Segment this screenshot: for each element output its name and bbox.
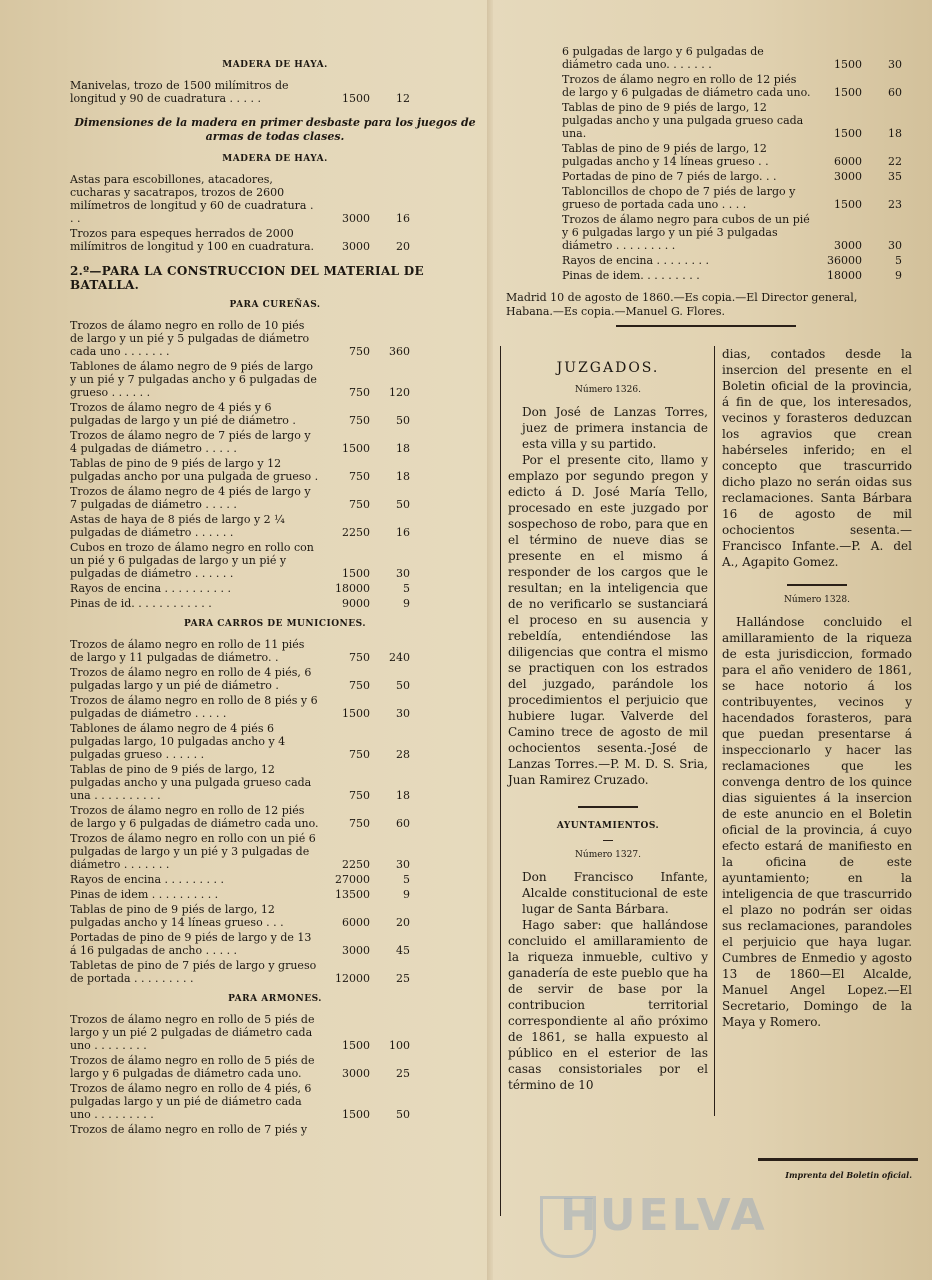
- item-quantity: 750: [349, 679, 370, 692]
- item-price: 35: [888, 170, 902, 183]
- table-row: [70, 803, 410, 831]
- watermark-text: HUELVA: [560, 1190, 768, 1241]
- item-description: Tablas de pino de 9 piés de largo, 12 pulgadas ancho y 14 líneas grueso . .: [562, 142, 769, 168]
- ayuntamientos-body: Hago saber: que hallándose concluido el amillaramiento de la riqueza inmueble, cultivo y ganadería de este pueblo que ha de servir de base por la contribucion territorial correspondiente al año próximo de 1861, se halla expuesto al público en el esterior de las casas consistoriales por el término de 10: [508, 918, 708, 1092]
- item-price: 12: [396, 92, 410, 105]
- item-description: Trozos para espeques herrados de 2000 milímitros de longitud y 100 en cuadratura.: [70, 227, 315, 253]
- item-price: 18: [396, 470, 410, 483]
- item-price: 50: [396, 1108, 410, 1121]
- table-row: [562, 169, 902, 184]
- item-quantity: 1500: [342, 707, 370, 720]
- item-price: 360: [389, 345, 410, 358]
- table-row: [70, 721, 410, 762]
- item-quantity: 3000: [342, 240, 370, 253]
- item-price: 9: [895, 269, 902, 282]
- ayuntamientos-rule: [603, 840, 613, 841]
- right-top-table: [562, 44, 902, 283]
- item-description: Tablas de pino de 9 piés de largo, 12 pulgadas ancho y una pulgada grueso cada una . . . . . . . . . .: [70, 763, 312, 802]
- item-price: 22: [888, 155, 902, 168]
- table-row: [70, 318, 410, 359]
- column-divider-mid: [714, 346, 715, 1116]
- table-row: [70, 226, 410, 254]
- item-description: Trozos de álamo negro de 7 piés de largo y 4 pulgadas de diámetro . . . . .: [70, 429, 311, 455]
- ayuntamientos-intro: Don Francisco Infante, Alcalde constitucional de este lugar de Santa Bárbara.: [522, 870, 708, 916]
- item-quantity: 6000: [342, 916, 370, 929]
- ayuntamientos-continuation: dias, contados desde la insercion del presente en el Boletin oficial de la provincia, á fin de que, los interesados, vecinos y forasteros deduzcan los agravios que crean habérseles inferido; en el concepto que trascurrido dicho plazo no serán oidas sus reclamaciones. Santa Bárbara 16 de agosto de mil ochocientos sesenta.—Francisco Infante.—P. A. del A., Agapito Gomez.: [722, 347, 912, 569]
- item-description: Tablones de álamo negro de 4 piés 6 pulgadas largo, 10 pulgadas ancho y 4 pulgadas grueso . . . . . .: [70, 722, 286, 761]
- item-description: Trozos de álamo negro en rollo de 10 piés de largo y un pié y 5 pulgadas de diámetro cada uno . . . . . . .: [70, 319, 310, 358]
- item-price: [370, 1122, 410, 1137]
- item-quantity: 1500: [834, 198, 862, 211]
- table-row: [562, 268, 902, 283]
- madera-haya-table-1: [70, 78, 410, 106]
- item-description: Pinas de idem. . . . . . . . .: [562, 269, 700, 282]
- table-row: [70, 428, 410, 456]
- item-description: Trozos de álamo negro en rollo de 5 piés de largo y 6 pulgadas de diámetro cada uno.: [70, 1054, 315, 1080]
- table-row: [70, 400, 410, 428]
- material-batalla-heading: 2.º—PARA LA CONSTRUCCION DEL MATERIAL DE BATALLA.: [70, 264, 424, 292]
- item-description: Trozos de álamo negro de 4 piés y 6 pulgadas de largo y un pié de diámetro .: [70, 401, 296, 427]
- madera-haya-table-2: [70, 172, 410, 254]
- item-price: 18: [888, 127, 902, 140]
- item-description: Portadas de pino de 7 piés de largo. . .: [562, 170, 777, 183]
- table-row: [70, 512, 410, 540]
- item-quantity: 1500: [834, 58, 862, 71]
- right-top-column: [506, 44, 906, 333]
- item-description: 6 pulgadas de largo y 6 pulgadas de diámetro cada uno. . . . . . .: [562, 45, 764, 71]
- page-fold: [487, 0, 493, 1280]
- table-row: [70, 78, 410, 106]
- item-description: Portadas de pino de 9 piés de largo y de 13 á 16 pulgadas de ancho . . . . .: [70, 931, 312, 957]
- item-description: Tabloncillos de chopo de 7 piés de largo y grueso de portada cada uno . . . .: [562, 185, 796, 211]
- curenas-table: [70, 318, 410, 611]
- table-row: [70, 902, 410, 930]
- item-description: Rayos de encina . . . . . . . .: [562, 254, 709, 267]
- item-quantity: [320, 1122, 370, 1137]
- item-quantity: 3000: [834, 239, 862, 252]
- item-price: 9: [403, 888, 410, 901]
- table-row: [70, 456, 410, 484]
- item-price: 240: [389, 651, 410, 664]
- table-row: [70, 958, 410, 986]
- item-quantity: 1500: [342, 1039, 370, 1052]
- table-row: [562, 100, 902, 141]
- item-description: Trozos de álamo negro en rollo de 8 piés y 6 pulgadas de diámetro . . . . .: [70, 694, 318, 720]
- item-price: 50: [396, 679, 410, 692]
- armones-table: [70, 1012, 410, 1137]
- column-divider-left: [500, 346, 501, 1216]
- item-description: Pinas de id. . . . . . . . . . . .: [70, 597, 212, 610]
- item-price: 50: [396, 414, 410, 427]
- lower-col-1: [508, 346, 708, 1093]
- item-quantity: 750: [349, 817, 370, 830]
- item-price: 5: [895, 254, 902, 267]
- table-row: [562, 141, 902, 169]
- item-quantity: 750: [349, 651, 370, 664]
- item-description: Trozos de álamo negro en rollo de 4 piés, 6 pulgadas largo y un pié de diámetro .: [70, 666, 312, 692]
- armones-heading: PARA ARMONES.: [228, 994, 322, 1004]
- table-row: [70, 1081, 410, 1122]
- table-row: [562, 44, 902, 72]
- item-description: Trozos de álamo negro en rollo de 4 piés, 6 pulgadas largo y un pié de diámetro cada uno . . . . . . . . .: [70, 1082, 312, 1121]
- table-row: [562, 72, 902, 100]
- item-description: Trozos de álamo negro en rollo con un pié 6 pulgadas de largo y un pié y 3 pulgadas de diámetro . . . . . . .: [70, 832, 316, 871]
- lower-col-2: [722, 346, 912, 1030]
- table-row: [562, 212, 902, 253]
- item-quantity: 1500: [342, 567, 370, 580]
- item-description: Tablas de pino de 9 piés de largo, 12 pulgadas ancho y una pulgada grueso cada una.: [562, 101, 804, 140]
- table-row: [70, 872, 410, 887]
- numero-1328: Número 1328.: [784, 595, 850, 605]
- item-price: 120: [389, 386, 410, 399]
- item-description: Trozos de álamo negro de 4 piés de largo y 7 pulgadas de diámetro . . . . .: [70, 485, 311, 511]
- item-quantity: 3000: [342, 1067, 370, 1080]
- table-row: [70, 172, 410, 226]
- item-price: 9: [403, 597, 410, 610]
- juzgados-title: JUZGADOS.: [556, 360, 660, 376]
- table-row: [70, 540, 410, 581]
- table-row: [70, 887, 410, 902]
- madera-haya-heading-2: MADERA DE HAYA.: [222, 154, 328, 164]
- item-quantity: 13500: [335, 888, 370, 901]
- table-row: [70, 359, 410, 400]
- numero-1328-body: Hallándose concluido el amillaramiento de la riqueza de esta jurisdiccion, formado para el año venidero de 1861, se hace notorio á los contribuyentes, vecinos y hacendados forasteros, para que puedan presentarse á inspeccionarlo y hacer las reclamaciones que les convenga dentro de los quince dias siguientes á la insercion de este anuncio en el Boletin oficial de la provincia, á cuyo efecto estará de manifiesto en la oficina de este ayuntamiento; en la inteligencia de que trascurrido el plazo no podrán ser oidas sus reclamaciones, parandoles el perjuicio que haya lugar. Cumbres de Enmedio y agosto 13 de 1860—El Alcalde, Manuel Angel Lopez.—El Secretario, Domingo de la Maya y Romero.: [722, 615, 912, 1029]
- item-quantity: 750: [349, 414, 370, 427]
- juzgados-body: Por el presente cito, llamo y emplazo por segundo pregon y edicto á D. José María Tello, procesado en este juzgado por sospechoso de robo, para que en el término de nueve dias se presente en el mismo á responder de los cargos que le resultan; en la inteligencia que de no verificarlo se sustanciará el proceso en su ausencia y rebeldía, entendiéndose las diligencias que contra el mismo se practiquen con los estrados del juzgado, parándole los procedimientos el perjuicio que hubiere lugar. Valverde del Camino trece de agosto de mil ochocientos sesenta.-José de Lanzas Torres.—P. M. D. S. Sria, Juan Ramirez Cruzado.: [508, 453, 708, 787]
- table-row: [70, 930, 410, 958]
- item-description: Cubos en trozo de álamo negro en rollo con un pié y 6 pulgadas de largo y un pié y pulgadas de diámetro . . . . . .: [70, 541, 314, 580]
- item-description: Manivelas, trozo de 1500 milímitros de longitud y 90 de cuadratura . . . . .: [70, 79, 289, 105]
- table-row: [70, 484, 410, 512]
- item-price: 20: [396, 240, 410, 253]
- table-row: [70, 1122, 410, 1137]
- item-description: Pinas de idem . . . . . . . . . .: [70, 888, 219, 901]
- ayuntamientos-title: AYUNTAMIENTOS.: [556, 821, 660, 831]
- item-quantity: 36000: [827, 254, 862, 267]
- section-rule: [616, 325, 796, 327]
- table-row: [70, 581, 410, 596]
- item-price: 30: [396, 567, 410, 580]
- item-quantity: 750: [349, 345, 370, 358]
- item-quantity: 750: [349, 470, 370, 483]
- item-price: 18: [396, 789, 410, 802]
- item-quantity: 3000: [342, 212, 370, 225]
- item-price: 23: [888, 198, 902, 211]
- numero-1328-rule: [787, 584, 847, 586]
- item-price: 18: [396, 442, 410, 455]
- item-price: 30: [396, 707, 410, 720]
- table-row: [70, 637, 410, 665]
- left-column: [70, 52, 480, 1137]
- item-price: 5: [403, 873, 410, 886]
- carros-heading: PARA CARROS DE MUNICIONES.: [184, 619, 366, 629]
- item-price: 25: [396, 1067, 410, 1080]
- item-description: Tabletas de pino de 7 piés de largo y grueso de portada . . . . . . . . .: [70, 959, 317, 985]
- item-description: Trozos de álamo negro en rollo de 5 piés de largo y un pié 2 pulgadas de diámetro cada uno . . . . . . . .: [70, 1013, 315, 1052]
- item-quantity: 27000: [335, 873, 370, 886]
- item-quantity: 9000: [342, 597, 370, 610]
- item-description: Astas para escobillones, atacadores, cucharas y sacatrapos, trozos de 2600 milímetros de longitud y 60 de cuadratura . . .: [70, 173, 314, 225]
- item-price: 16: [396, 212, 410, 225]
- item-quantity: 3000: [342, 944, 370, 957]
- item-quantity: 750: [349, 748, 370, 761]
- item-description: Trozos de álamo negro en rollo de 11 piés de largo y 11 pulgadas de diámetro. .: [70, 638, 305, 664]
- table-row: [70, 1053, 410, 1081]
- juzgados-rule: [578, 806, 638, 808]
- table-row: [70, 596, 410, 611]
- item-quantity: 750: [349, 789, 370, 802]
- item-description: Rayos de encina . . . . . . . . . .: [70, 582, 231, 595]
- item-quantity: 12000: [335, 972, 370, 985]
- item-price: 100: [389, 1039, 410, 1052]
- table-row: [70, 831, 410, 872]
- item-price: 16: [396, 526, 410, 539]
- item-price: 60: [888, 86, 902, 99]
- item-description: Trozos de álamo negro en rollo de 12 piés de largo y 6 pulgadas de diámetro cada uno.: [562, 73, 811, 99]
- item-price: 60: [396, 817, 410, 830]
- item-price: 50: [396, 498, 410, 511]
- item-description: Trozos de álamo negro para cubos de un pié y 6 pulgadas largo y un pié 3 pulgadas diámetro . . . . . . . . .: [562, 213, 810, 252]
- table-row: [70, 693, 410, 721]
- item-price: 28: [396, 748, 410, 761]
- item-price: 20: [396, 916, 410, 929]
- item-description: Tablas de pino de 9 piés de largo, 12 pulgadas ancho y 14 líneas grueso . . .: [70, 903, 284, 929]
- item-price: 30: [396, 858, 410, 871]
- item-quantity: 750: [349, 498, 370, 511]
- item-quantity: 2250: [342, 858, 370, 871]
- madera-haya-heading-1: MADERA DE HAYA.: [222, 60, 328, 70]
- table-row: [562, 253, 902, 268]
- item-quantity: 1500: [342, 1108, 370, 1121]
- dimensiones-heading: Dimensiones de la madera en primer desbaste para los juegos de armas de todas clases.: [74, 116, 476, 143]
- item-price: 5: [403, 582, 410, 595]
- item-description: Tablones de álamo negro de 9 piés de largo y un pié y 7 pulgadas ancho y 6 pulgadas de grueso . . . . . .: [70, 360, 317, 399]
- item-description: Trozos de álamo negro en rollo de 12 piés de largo y 6 pulgadas de diámetro cada uno.: [70, 804, 319, 830]
- item-quantity: 3000: [834, 170, 862, 183]
- item-quantity: 18000: [827, 269, 862, 282]
- madrid-signature: Madrid 10 de agosto de 1860.—Es copia.—El Director general, Habana.—Es copia.—Manuel G. Flores.: [506, 291, 858, 318]
- item-description: Rayos de encina . . . . . . . . .: [70, 873, 224, 886]
- juzgados-intro: Don José de Lanzas Torres, juez de primera instancia de esta villa y su partido.: [522, 405, 708, 451]
- item-price: 25: [396, 972, 410, 985]
- table-row: [70, 762, 410, 803]
- table-row: [70, 1012, 410, 1053]
- imprenta-rule: [758, 1158, 918, 1161]
- item-quantity: 6000: [834, 155, 862, 168]
- item-quantity: 18000: [335, 582, 370, 595]
- carros-table: [70, 637, 410, 986]
- item-quantity: 1500: [834, 127, 862, 140]
- item-quantity: 2250: [342, 526, 370, 539]
- item-description: Tablas de pino de 9 piés de largo y 12 pulgadas ancho por una pulgada de grueso .: [70, 457, 319, 483]
- item-price: 45: [396, 944, 410, 957]
- numero-1326: Número 1326.: [575, 385, 641, 395]
- item-quantity: 750: [349, 386, 370, 399]
- table-row: [562, 184, 902, 212]
- imprenta-credit: Imprenta del Boletin oficial.: [785, 1170, 912, 1180]
- item-quantity: 1500: [342, 442, 370, 455]
- item-quantity: 1500: [342, 92, 370, 105]
- item-price: 30: [888, 58, 902, 71]
- curenas-heading: PARA CUREÑAS.: [229, 300, 321, 310]
- item-price: 30: [888, 239, 902, 252]
- item-description: Astas de haya de 8 piés de largo y 2 ¼ pulgadas de diámetro . . . . . .: [70, 513, 285, 539]
- table-row: [70, 665, 410, 693]
- numero-1327: Número 1327.: [575, 850, 641, 860]
- item-description: Trozos de álamo negro en rollo de 7 piés y: [70, 1123, 308, 1136]
- item-quantity: 1500: [834, 86, 862, 99]
